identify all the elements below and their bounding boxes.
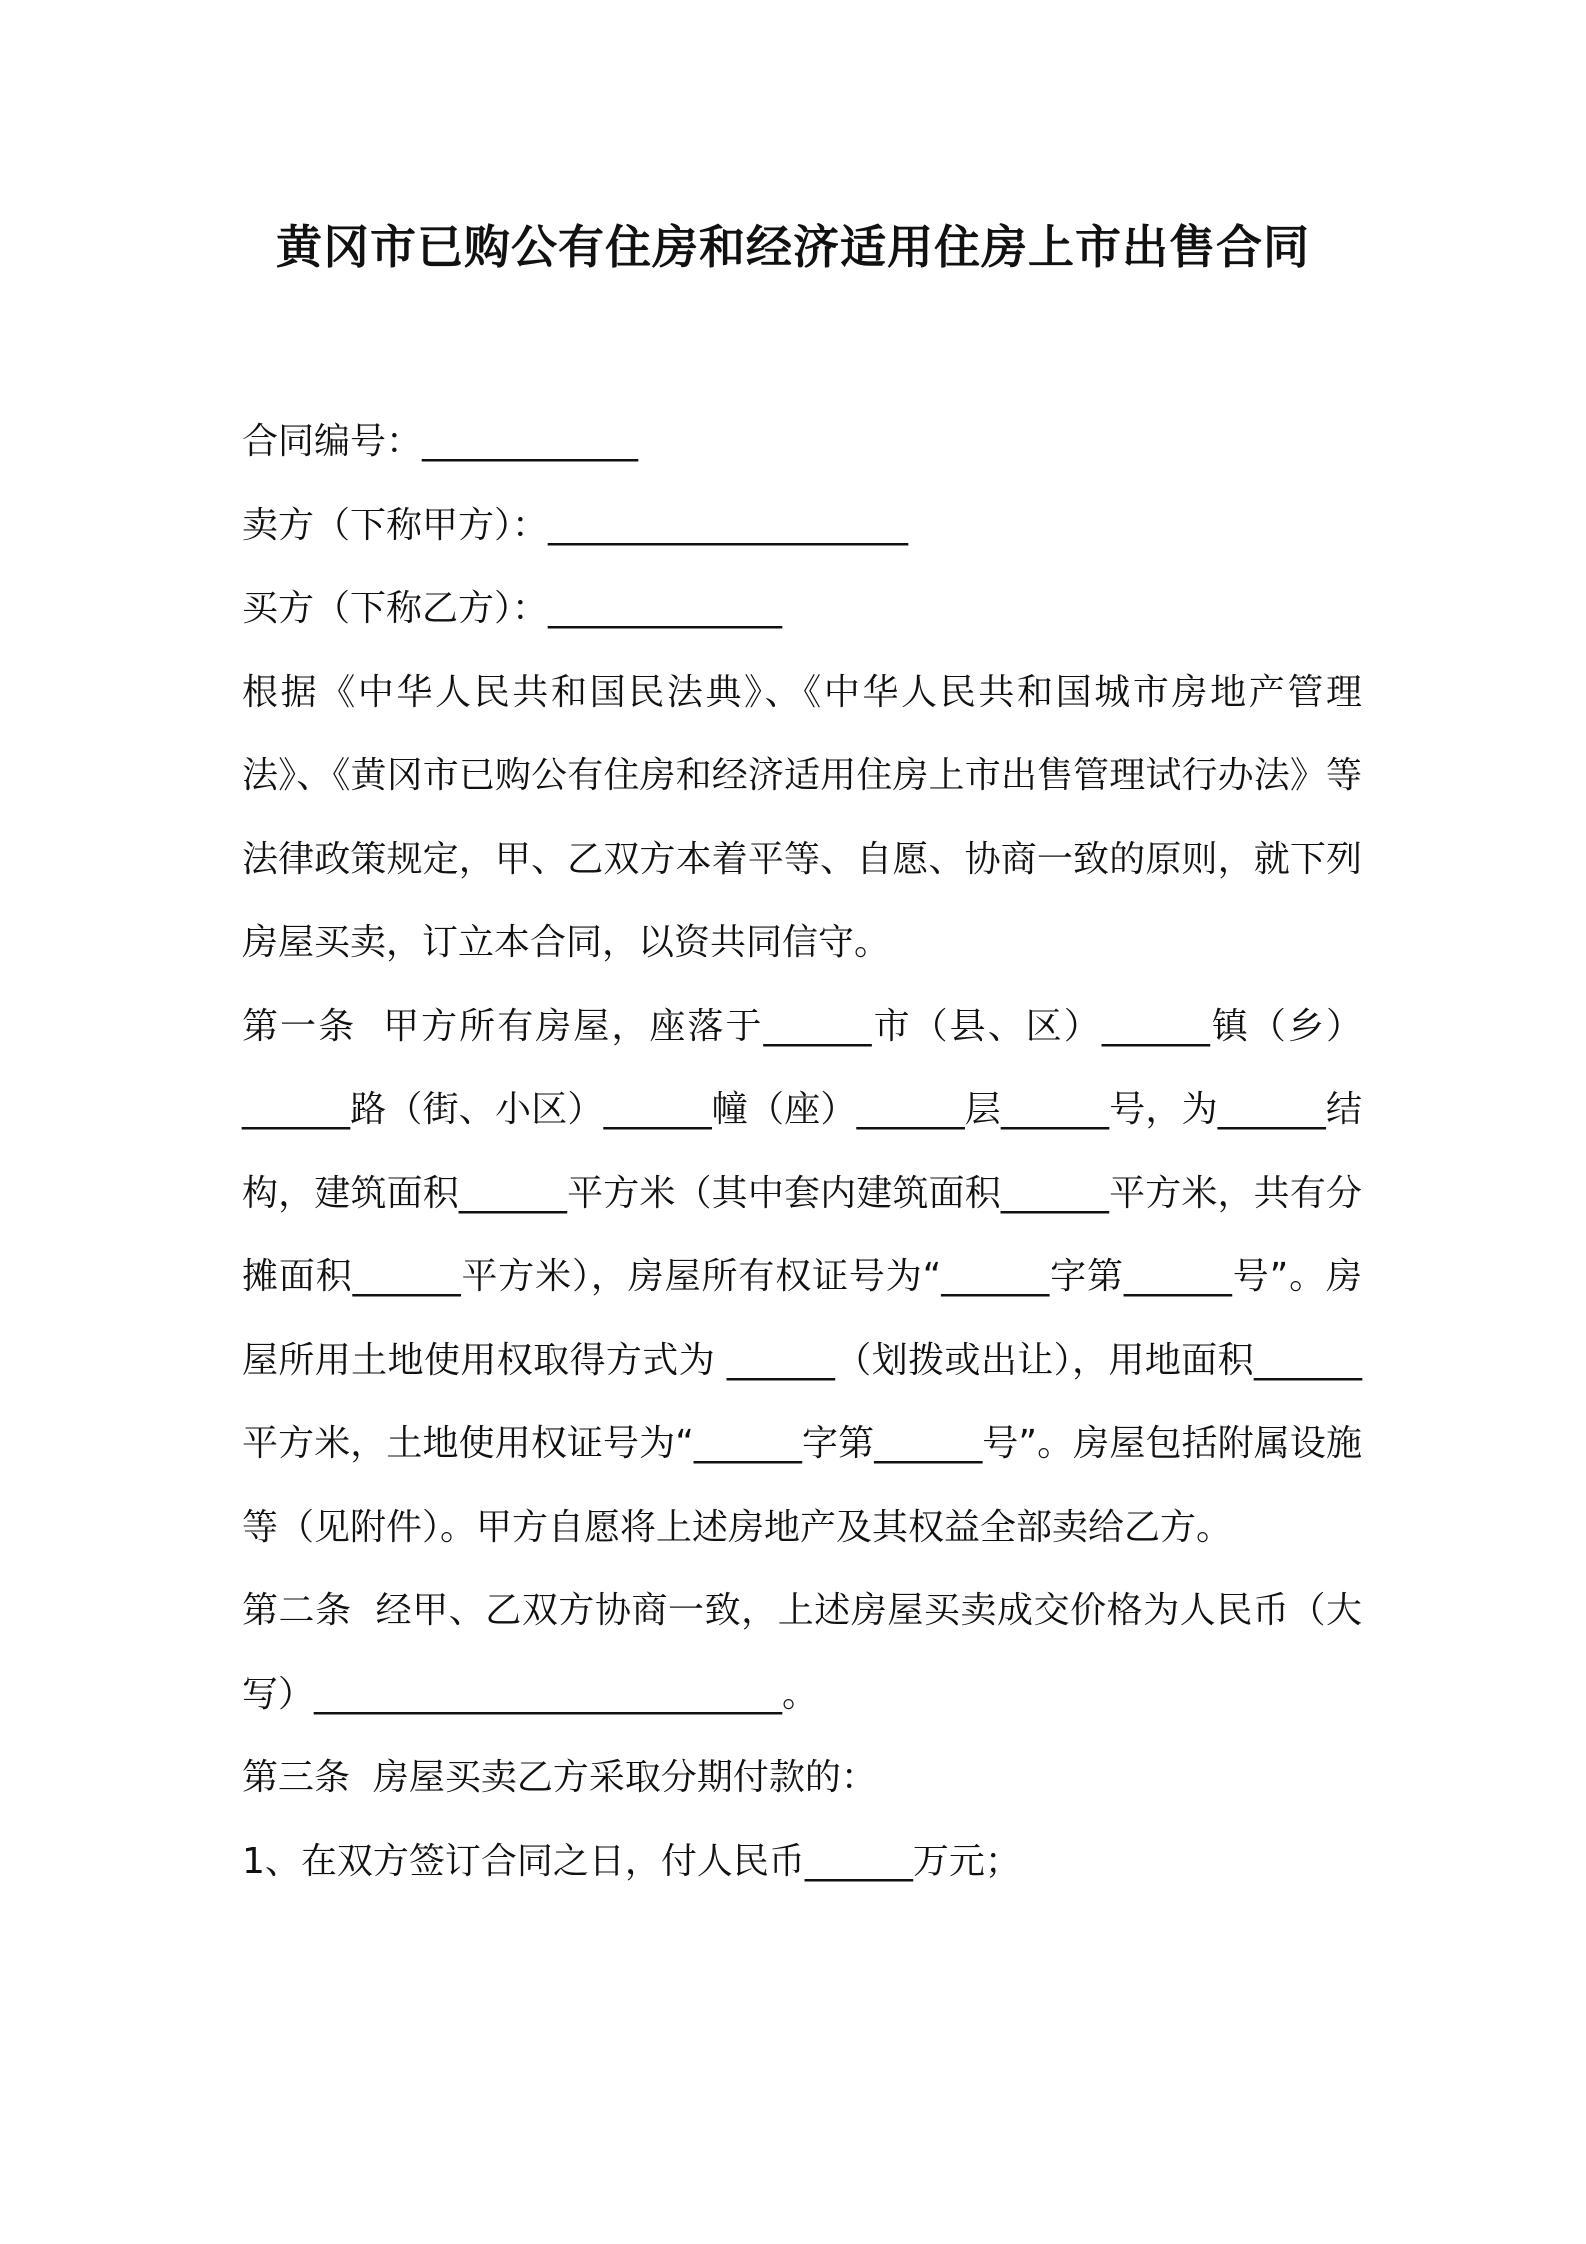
seller-line: 卖方（下称甲方）：____________________ bbox=[242, 504, 909, 546]
contract-number-line: 合同编号：____________ bbox=[242, 421, 639, 462]
document-body bbox=[242, 400, 1362, 1903]
buyer-line: 买方（下称乙方）：_____________ bbox=[242, 588, 783, 629]
payment-item-1: 1、在双方签订合同之日，付人民币______万元； bbox=[242, 1840, 1021, 1882]
document-title: 黄冈市已购公有住房和经济适用住房上市出售合同 bbox=[276, 220, 1310, 274]
preamble-paragraph: 根据《中华人民共和国民法典》、《中华人民共和国城市房地产管理法》、《黄冈市已购公有住房和经济适用住房上市出售管理试行办法》等法律政策规定，甲、乙双方本着平等、自愿、协商一致的原则，就下列房屋买卖，订立本合同，以资共同信守。 bbox=[242, 671, 1362, 963]
article-three-heading: 第三条 房屋买卖乙方采取分期付款的： bbox=[242, 1757, 877, 1798]
article-one-paragraph: 第一条 甲方所有房屋，座落于______市（县、区）______镇（乡）______路（街、小区）______幢（座）______层______号，为______结构，建筑面积______平方米（其中套内建筑面积______平方米，共有分摊面积______平方米），房屋所有权证号为“______字第______号”。房屋所用土地使用权取得方式为 ______（划拨或出让），用地面积______平方米，土地使用权证号为“______字第______号”。房屋包括附属设施等（见附件）。甲方自愿将上述房地产及其权益全部卖给乙方。 bbox=[242, 1005, 1362, 1548]
article-two-paragraph: 第二条 经甲、乙双方协商一致，上述房屋买卖成交价格为人民币（大写）__________________________。 bbox=[242, 1590, 1362, 1715]
